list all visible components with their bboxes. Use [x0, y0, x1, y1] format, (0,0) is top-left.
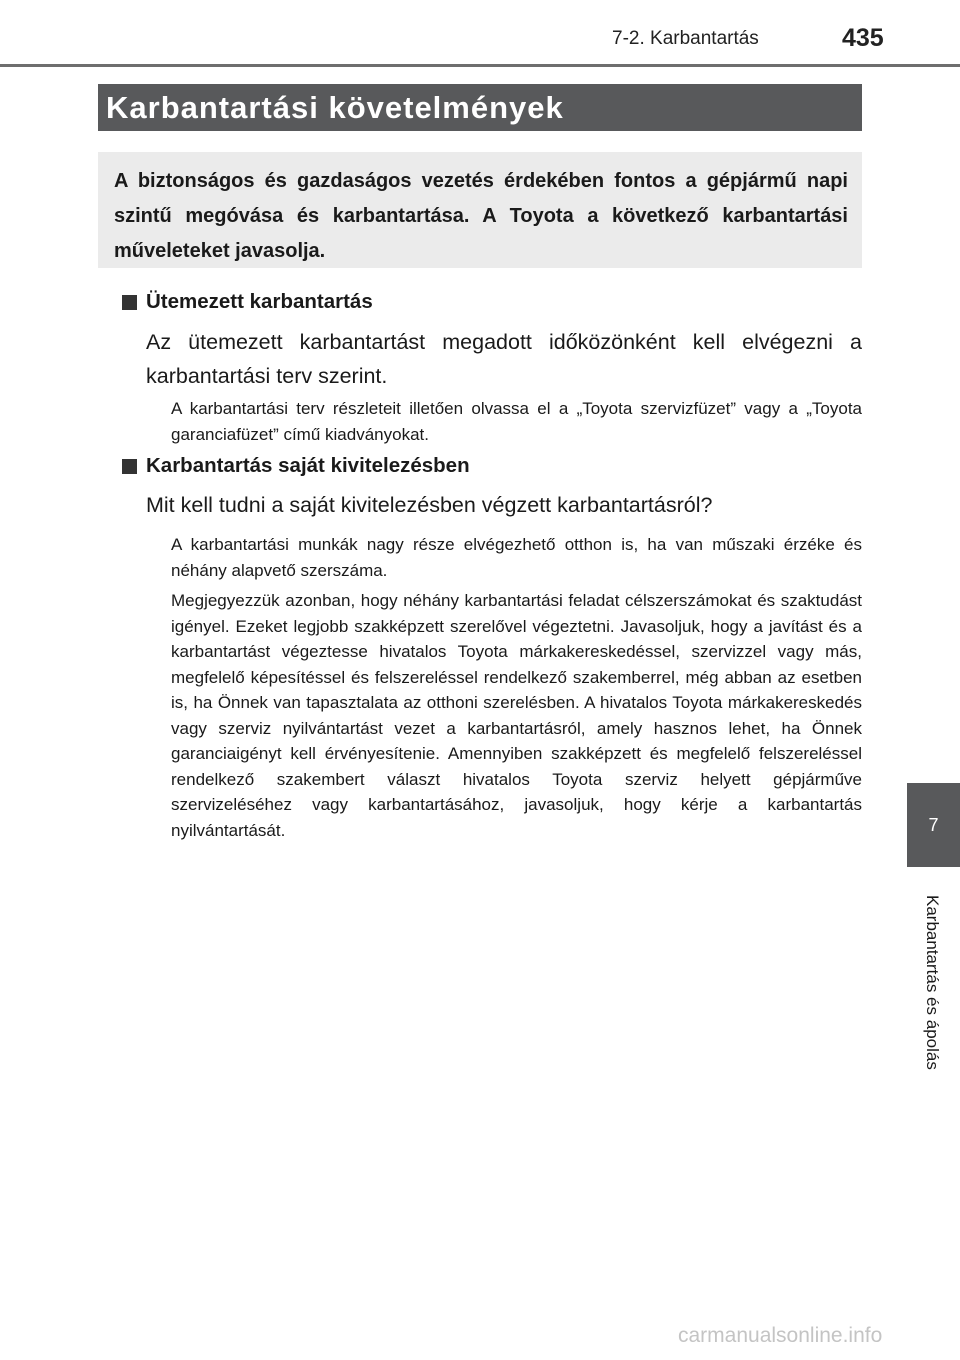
section-heading-text: Ütemezett karbantartás — [146, 290, 373, 313]
header-divider — [0, 64, 960, 67]
square-bullet-icon — [122, 459, 137, 474]
chapter-number: 7 — [928, 814, 939, 835]
section-heading-text: Karbantartás saját kivitelezésben — [146, 454, 470, 477]
intro-box — [98, 152, 862, 268]
page-title-bar — [98, 84, 862, 131]
section-paragraph: A karbantartási terv részleteit illetően olvassa el a „Toyota szervizfüzet” vagy a „Toyota garanciafüzet” című kiadványokat. — [171, 399, 862, 444]
square-bullet-icon — [122, 295, 137, 310]
chapter-tab — [907, 783, 960, 867]
section-lead-scheduled: Az ütemezett karbantartást megadott időközönként kell elvégezni a karbantartási terv szerint. — [146, 330, 862, 388]
section-heading-diy — [122, 454, 470, 478]
section-paragraph: Megjegyezzük azonban, hogy néhány karbantartási feladat célszerszámokat és szaktudást igényel. Ezeket legjobb szakképzett szerelővel végeztetni. Javasoljuk, hogy a javítást és a karbantartást végeztesse hivatalos Toyota márkakereskedéssel, szervizzel vagy más, megfelelő képesítéssel és felszereléssel rendelkező szakemberrel, még abban az esetben is, ha Önnek van tapasztalata az otthoni szerelésben. A hivatalos Toyota márkakereskedés vagy szerviz nyilvántartást vezet a karbantartásról, amely hasznos lehet, ha Önnek garanciaigényt kell érvényesítenie. Amennyiben szakképzett és megfelelő felszereléssel rendelkező szakembert választ hivatalos Toyota szerviz helyett gépjárműve szervizeléséhez vagy karbantartásához, javasoljuk, hogy kérje a karbantartás nyilvántartását. — [171, 591, 862, 840]
intro-text: A biztonságos és gazdaságos vezetés érdekében fontos a gépjármű napi szintű megóvása és karbantartása. A Toyota a következő karbantartási műveleteket javasolja. — [114, 170, 848, 262]
section-paragraph: A karbantartási munkák nagy része elvégezhető otthon is, ha van műszaki érzéke és néhány alapvető szerszáma. — [171, 535, 862, 580]
section-lead-diy: Mit kell tudni a saját kivitelezésben végzett karbantartásról? — [146, 493, 713, 517]
header-section-title: 7-2. Karbantartás — [612, 28, 759, 49]
chapter-label — [912, 874, 952, 1090]
section-heading-scheduled — [122, 290, 373, 314]
watermark: carmanualsonline.info — [678, 1324, 883, 1347]
page-number: 435 — [842, 24, 884, 52]
page-title: Karbantartási követelmények — [106, 90, 564, 125]
chapter-label-text: Karbantartás és ápolás — [923, 894, 942, 1070]
